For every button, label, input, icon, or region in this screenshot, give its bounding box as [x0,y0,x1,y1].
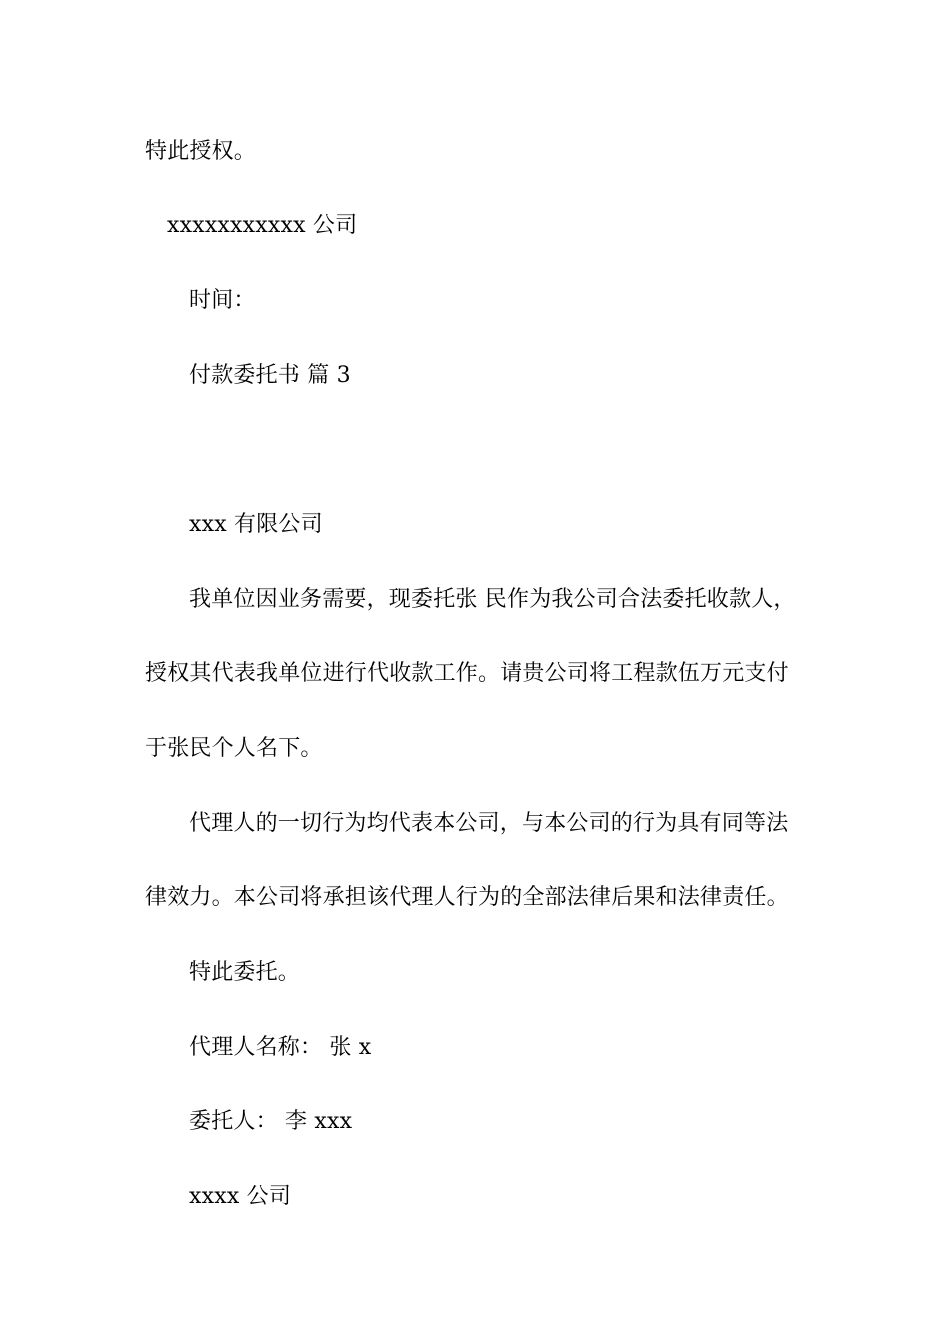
principal-line: 委托人： 李 xxx [189,1109,353,1134]
authorization-closing: 特此授权。 [145,139,257,164]
agent-name-line: 代理人名称： 张 x [189,1035,372,1060]
body-paragraph-2-line-1: 代理人的一切行为均代表本公司，与本公司的行为具有同等法 [189,811,789,836]
recipient-company: xxx 有限公司 [189,512,323,537]
body-paragraph-1-line-2: 授权其代表我单位进行代收款工作。请贵公司将工程款伍万元支付 [145,661,789,686]
entrust-closing: 特此委托。 [189,960,301,985]
time-label: 时间： [189,288,256,313]
company-name-2: xxxx 公司 [189,1184,292,1209]
body-paragraph-1-line-1: 我单位因业务需要，现委托张 民作为我公司合法委托收款人， [189,587,796,612]
body-paragraph-2-line-2: 律效力。本公司将承担该代理人行为的全部法律后果和法律责任。 [145,885,789,910]
company-name-1: xxxxxxxxxxx 公司 [167,213,358,238]
body-paragraph-1-line-3: 于张民个人名下。 [145,736,323,761]
section-heading: 付款委托书 篇 3 [189,363,351,388]
